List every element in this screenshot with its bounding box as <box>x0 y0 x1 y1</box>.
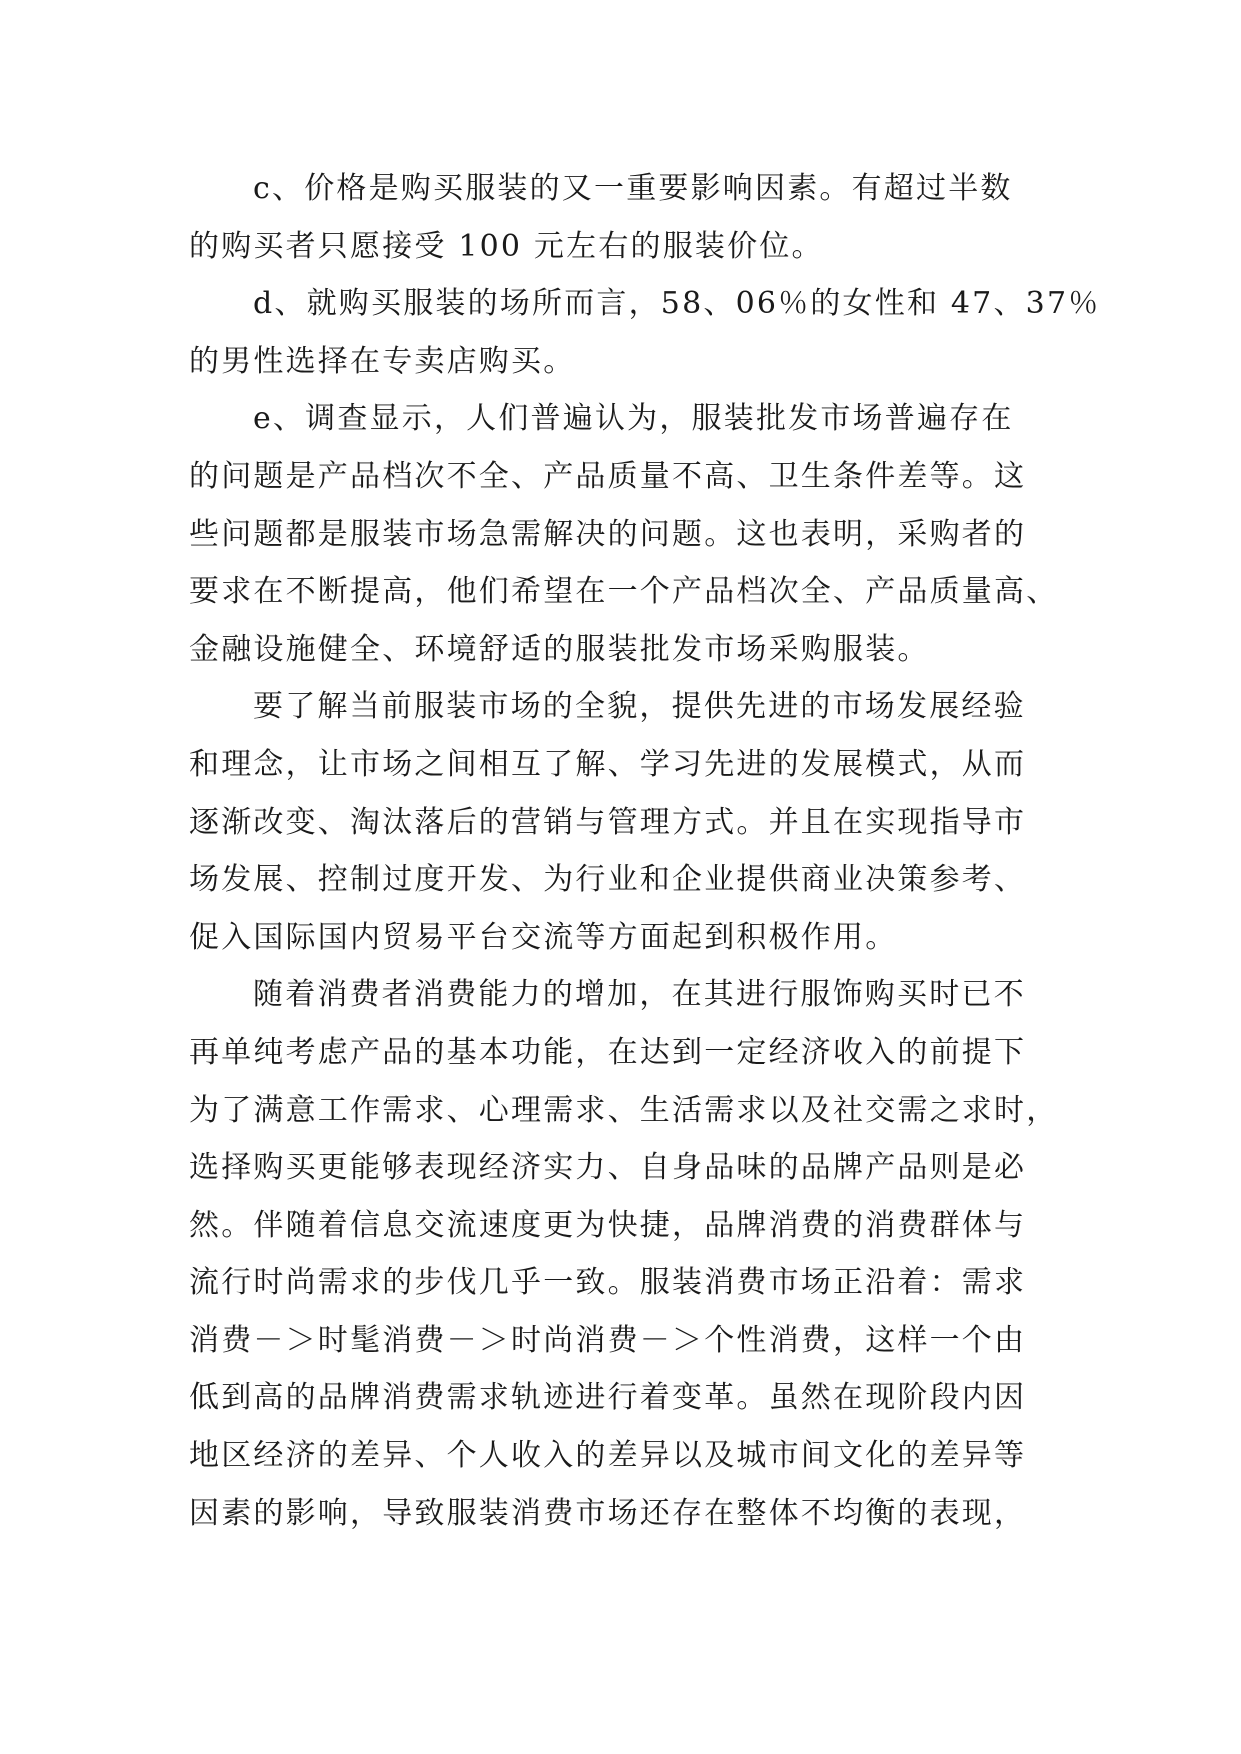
text-line: 要了解当前服装市场的全貌，提供先进的市场发展经验 <box>253 689 1026 725</box>
text-line: 因素的影响，导致服装消费市场还存在整体不均衡的表现， <box>189 1495 1027 1531</box>
paragraph-consumer-trends <box>189 966 1059 1542</box>
text-line: 流行时尚需求的步伐几乎一致。服装消费市场正沿着：需求 <box>189 1265 1027 1301</box>
text-line: 随着消费者消费能力的增加，在其进行服饰购买时已不 <box>253 977 1026 1013</box>
text-line: 和理念，让市场之间相互了解、学习先进的发展模式，从而 <box>189 746 1027 782</box>
text-line: 地区经济的差异、个人收入的差异以及城市间文化的差异等 <box>189 1438 1027 1474</box>
text-line: 金融设施健全、环境舒适的服装批发市场采购服装。 <box>189 631 930 667</box>
text-line: 的购买者只愿接受 100 元左右的服装价位。 <box>189 228 824 264</box>
paragraph-survey <box>189 390 1059 678</box>
text-line: 些问题都是服装市场急需解决的问题。这也表明，采购者的 <box>189 516 1027 552</box>
text-line: 然。伴随着信息交流速度更为快捷，品牌消费的消费群体与 <box>189 1207 1027 1243</box>
text-line: 促入国际国内贸易平台交流等方面起到积极作用。 <box>189 919 898 955</box>
text-line: 消费－＞时髦消费－＞时尚消费－＞个性消费，这样一个由 <box>189 1322 1027 1358</box>
text-line: 低到高的品牌消费需求轨迹进行着变革。虽然在现阶段内因 <box>189 1380 1027 1416</box>
paragraph-market-overview <box>189 678 1049 966</box>
text-line: d、就购买服装的场所而言，58、06％的女性和 47、37％ <box>253 286 1101 322</box>
document-page <box>189 160 1101 1542</box>
text-line: 为了满意工作需求、心理需求、生活需求以及社交需之求时， <box>189 1092 1059 1128</box>
text-line: 逐渐改变、淘汰落后的营销与管理方式。并且在实现指导市 <box>189 804 1027 840</box>
text-line: 的问题是产品档次不全、产品质量不高、卫生条件差等。这 <box>189 458 1027 494</box>
text-line: 选择购买更能够表现经济实力、自身品味的品牌产品则是必 <box>189 1150 1027 1186</box>
text-line: 场发展、控制过度开发、为行业和企业提供商业决策参考、 <box>189 862 1027 898</box>
paragraph-price <box>189 160 1049 275</box>
text-line: e、调查显示，人们普遍认为，服装批发市场普遍存在 <box>253 401 1014 437</box>
text-line: 再单纯考虑产品的基本功能，在达到一定经济收入的前提下 <box>189 1034 1027 1070</box>
text-line: 要求在不断提高，他们希望在一个产品档次全、产品质量高、 <box>189 574 1059 610</box>
paragraph-venue <box>189 275 1101 390</box>
text-line: c、价格是购买服装的又一重要影响因素。有超过半数 <box>253 171 1013 206</box>
text-line: 的男性选择在专卖店购买。 <box>189 343 576 379</box>
